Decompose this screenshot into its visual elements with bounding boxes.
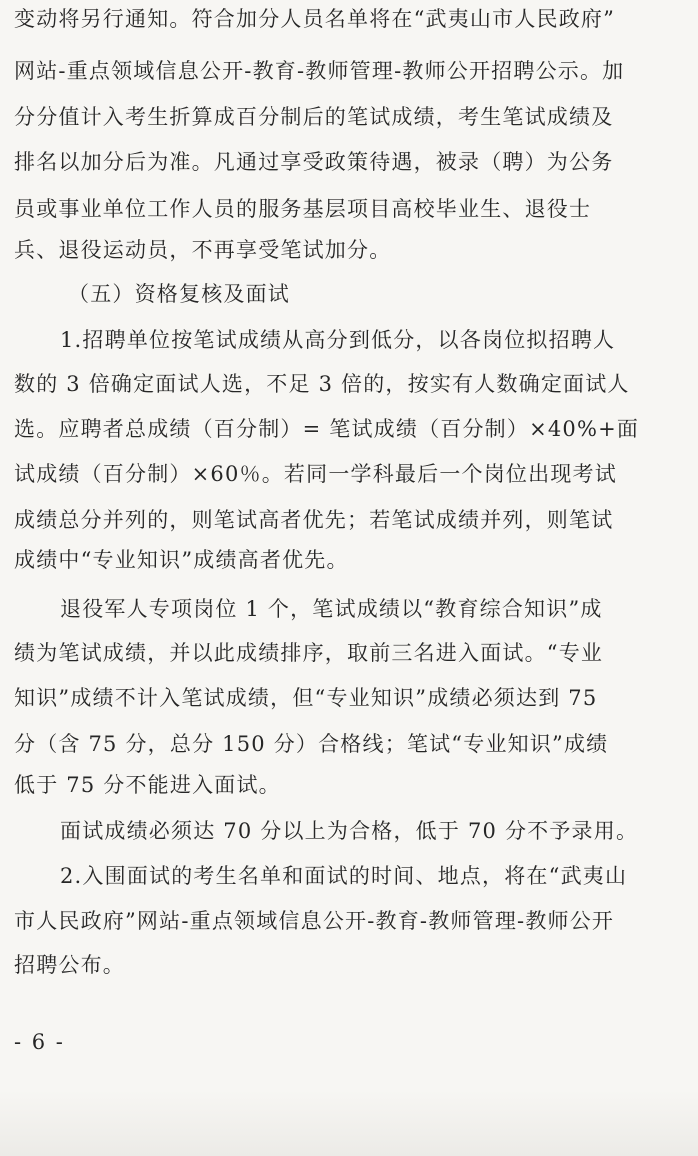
body-line: 变动将另行通知。符合加分人员名单将在“武夷山市人民政府” <box>14 7 616 31</box>
body-line: 市人民政府”网站-重点领域信息公开-教育-教师管理-教师公开 <box>14 909 615 933</box>
body-line: 选。应聘者总成绩（百分制）= 笔试成绩（百分制）×40%+面 <box>14 417 640 441</box>
body-line: 面试成绩必须达 70 分以上为合格，低于 70 分不予录用。 <box>60 819 639 843</box>
body-line: 知识”成绩不计入笔试成绩，但“专业知识”成绩必须达到 75 <box>14 686 598 710</box>
body-line: 排名以加分后为准。凡通过享受政策待遇，被录（聘）为公务 <box>14 150 614 174</box>
body-line: 招聘公布。 <box>14 953 125 977</box>
body-line: 分（含 75 分，总分 150 分）合格线；笔试“专业知识”成绩 <box>14 732 609 756</box>
page-number: - 6 - <box>14 1030 65 1054</box>
body-line: 成绩总分并列的，则笔试高者优先；若笔试成绩并列，则笔试 <box>14 508 614 532</box>
body-line: 分分值计入考生折算成百分制后的笔试成绩，考生笔试成绩及 <box>14 105 614 129</box>
body-line: 绩为笔试成绩，并以此成绩排序，取前三名进入面试。“专业 <box>14 641 604 665</box>
body-line: 兵、退役运动员，不再享受笔试加分。 <box>14 238 392 262</box>
body-line: 网站-重点领域信息公开-教育-教师管理-教师公开招聘公示。加 <box>14 59 625 83</box>
body-line: 2.入围面试的考生名单和面试的时间、地点，将在“武夷山 <box>60 864 628 888</box>
body-line: 员或事业单位工作人员的服务基层项目高校毕业生、退役士 <box>14 197 592 221</box>
scan-bottom-shade <box>0 1090 698 1156</box>
body-line: 成绩中“专业知识”成绩高者优先。 <box>14 548 349 572</box>
section-heading: （五）资格复核及面试 <box>68 282 290 306</box>
body-line: 退役军人专项岗位 1 个，笔试成绩以“教育综合知识”成 <box>60 597 603 621</box>
body-line: 试成绩（百分制）×60％。若同一学科最后一个岗位出现考试 <box>14 462 617 486</box>
body-line: 数的 3 倍确定面试人选，不足 3 倍的，按实有人数确定面试人 <box>14 372 630 396</box>
body-line: 低于 75 分不能进入面试。 <box>14 773 281 797</box>
body-line: 1.招聘单位按笔试成绩从高分到低分，以各岗位拟招聘人 <box>60 328 616 352</box>
